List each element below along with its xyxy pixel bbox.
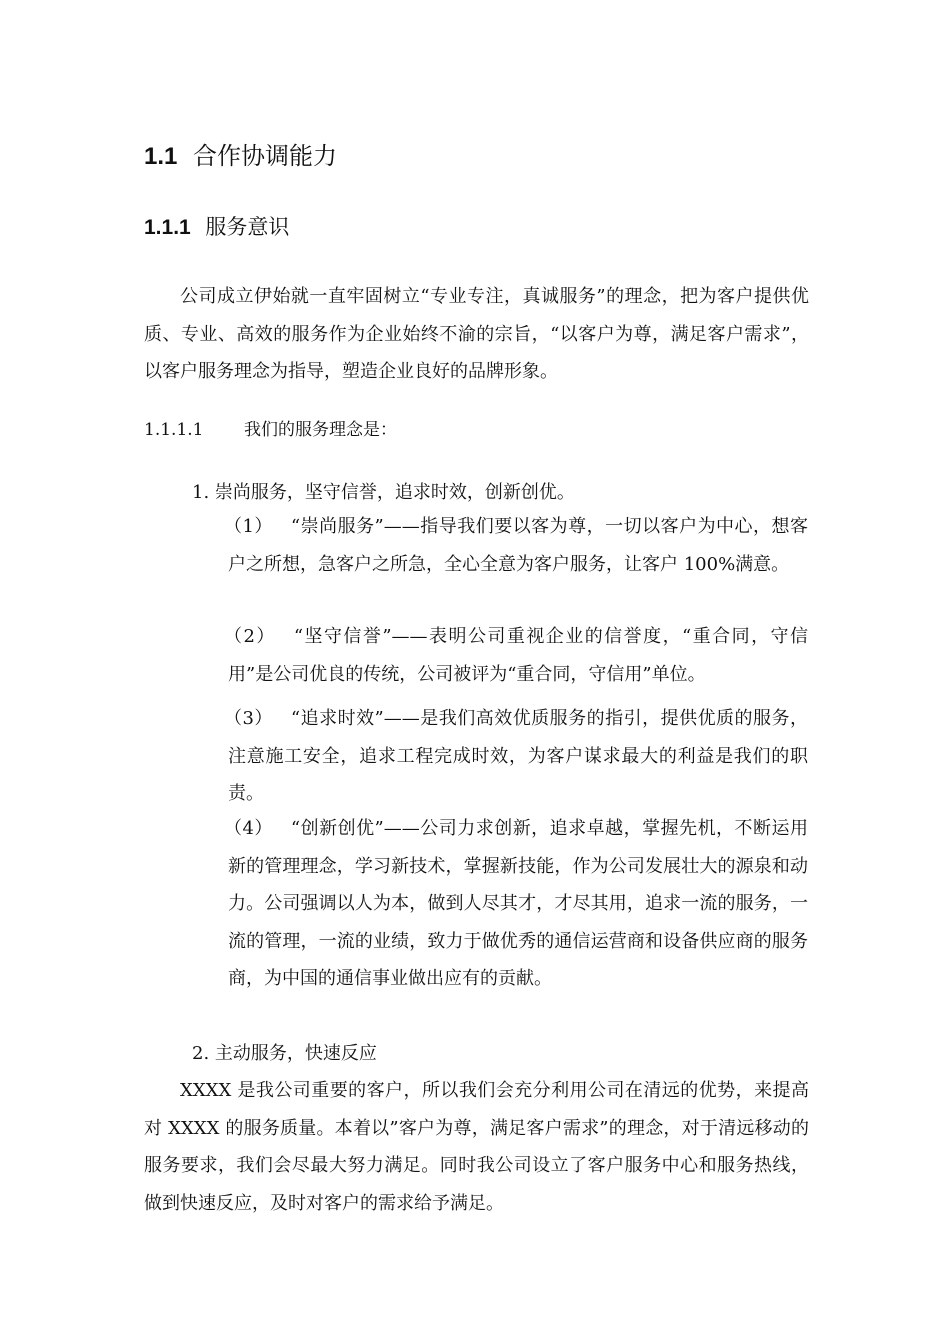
subitem-text: “追求时效”——是我们高效优质服务的指引，提供优质的服务，注意施工安全，追求工程完成时效，为客户谋求最大的利益是我们的职责。 <box>228 708 809 804</box>
subitem-marker: （4） <box>224 818 273 839</box>
list-item-2-label: 2. 主动服务，快速反应 <box>192 1043 377 1064</box>
subitem-text: “崇尚服务”——指导我们要以客为尊，一切以客户为中心，想客户之所想，急客户之所急，全心全意为客户服务，让客户 100%满意。 <box>228 516 809 575</box>
list-item-1-label: 1. 崇尚服务，坚守信誉，追求时效，创新创优。 <box>192 482 575 503</box>
subitem-marker: （3） <box>224 708 273 729</box>
section-heading-1-1 <box>144 138 337 175</box>
list-subitem <box>224 700 809 813</box>
subsection-title: 服务意识 <box>205 215 290 239</box>
subitem-marker: （1） <box>224 516 273 537</box>
intro-paragraph: 公司成立伊始就一直牢固树立“专业专注，真诚服务”的理念，把为客户提供优质、专业、高效的服务作为企业始终不渝的宗旨，“以客户为尊，满足客户需求”，以客户服务理念为指导，塑造企业良好的品牌形象。 <box>144 286 809 382</box>
subsubsection-heading-1-1-1-1 <box>144 412 397 448</box>
subsubsection-title: 我们的服务理念是： <box>244 420 397 440</box>
list-subitem <box>224 508 809 583</box>
subitem-text: “坚守信誉”——表明公司重视企业的信誉度，“重合同，守信用”是公司优良的传统，公司被评为“重合同，守信用”单位。 <box>228 626 808 685</box>
subsection-number: 1.1.1 <box>144 216 191 239</box>
subitem-marker: （2） <box>224 626 276 647</box>
subitem-text: “创新创优”——公司力求创新，追求卓越，掌握先机，不断运用新的管理理念，学习新技术，掌握新技能，作为公司发展壮大的源泉和动力。公司强调以人为本，做到人尽其才，才尽其用，追求一流的服务，一流的管理，一流的业绩，致力于做优秀的通信运营商和设备供应商的服务商，为中国的通信事业做出应有的贡献。 <box>228 818 809 989</box>
service-paragraph: XXXX 是我公司重要的客户，所以我们会充分利用公司在清远的优势，来提高对 XXXX 的服务质量。本着以”客户为尊，满足客户需求”的理念，对于清远移动的服务要求，我们会尽最大努力满足。同时我公司设立了客户服务中心和服务热线，做到快速反应，及时对客户的需求给予满足。 <box>144 1080 809 1214</box>
section-number: 1.1 <box>144 143 178 170</box>
section-title: 合作协调能力 <box>193 142 338 170</box>
list-subitem <box>224 810 809 998</box>
subsubsection-number: 1.1.1.1 <box>144 420 204 440</box>
list-subitem <box>224 618 808 693</box>
subsection-heading-1-1-1 <box>144 210 289 245</box>
